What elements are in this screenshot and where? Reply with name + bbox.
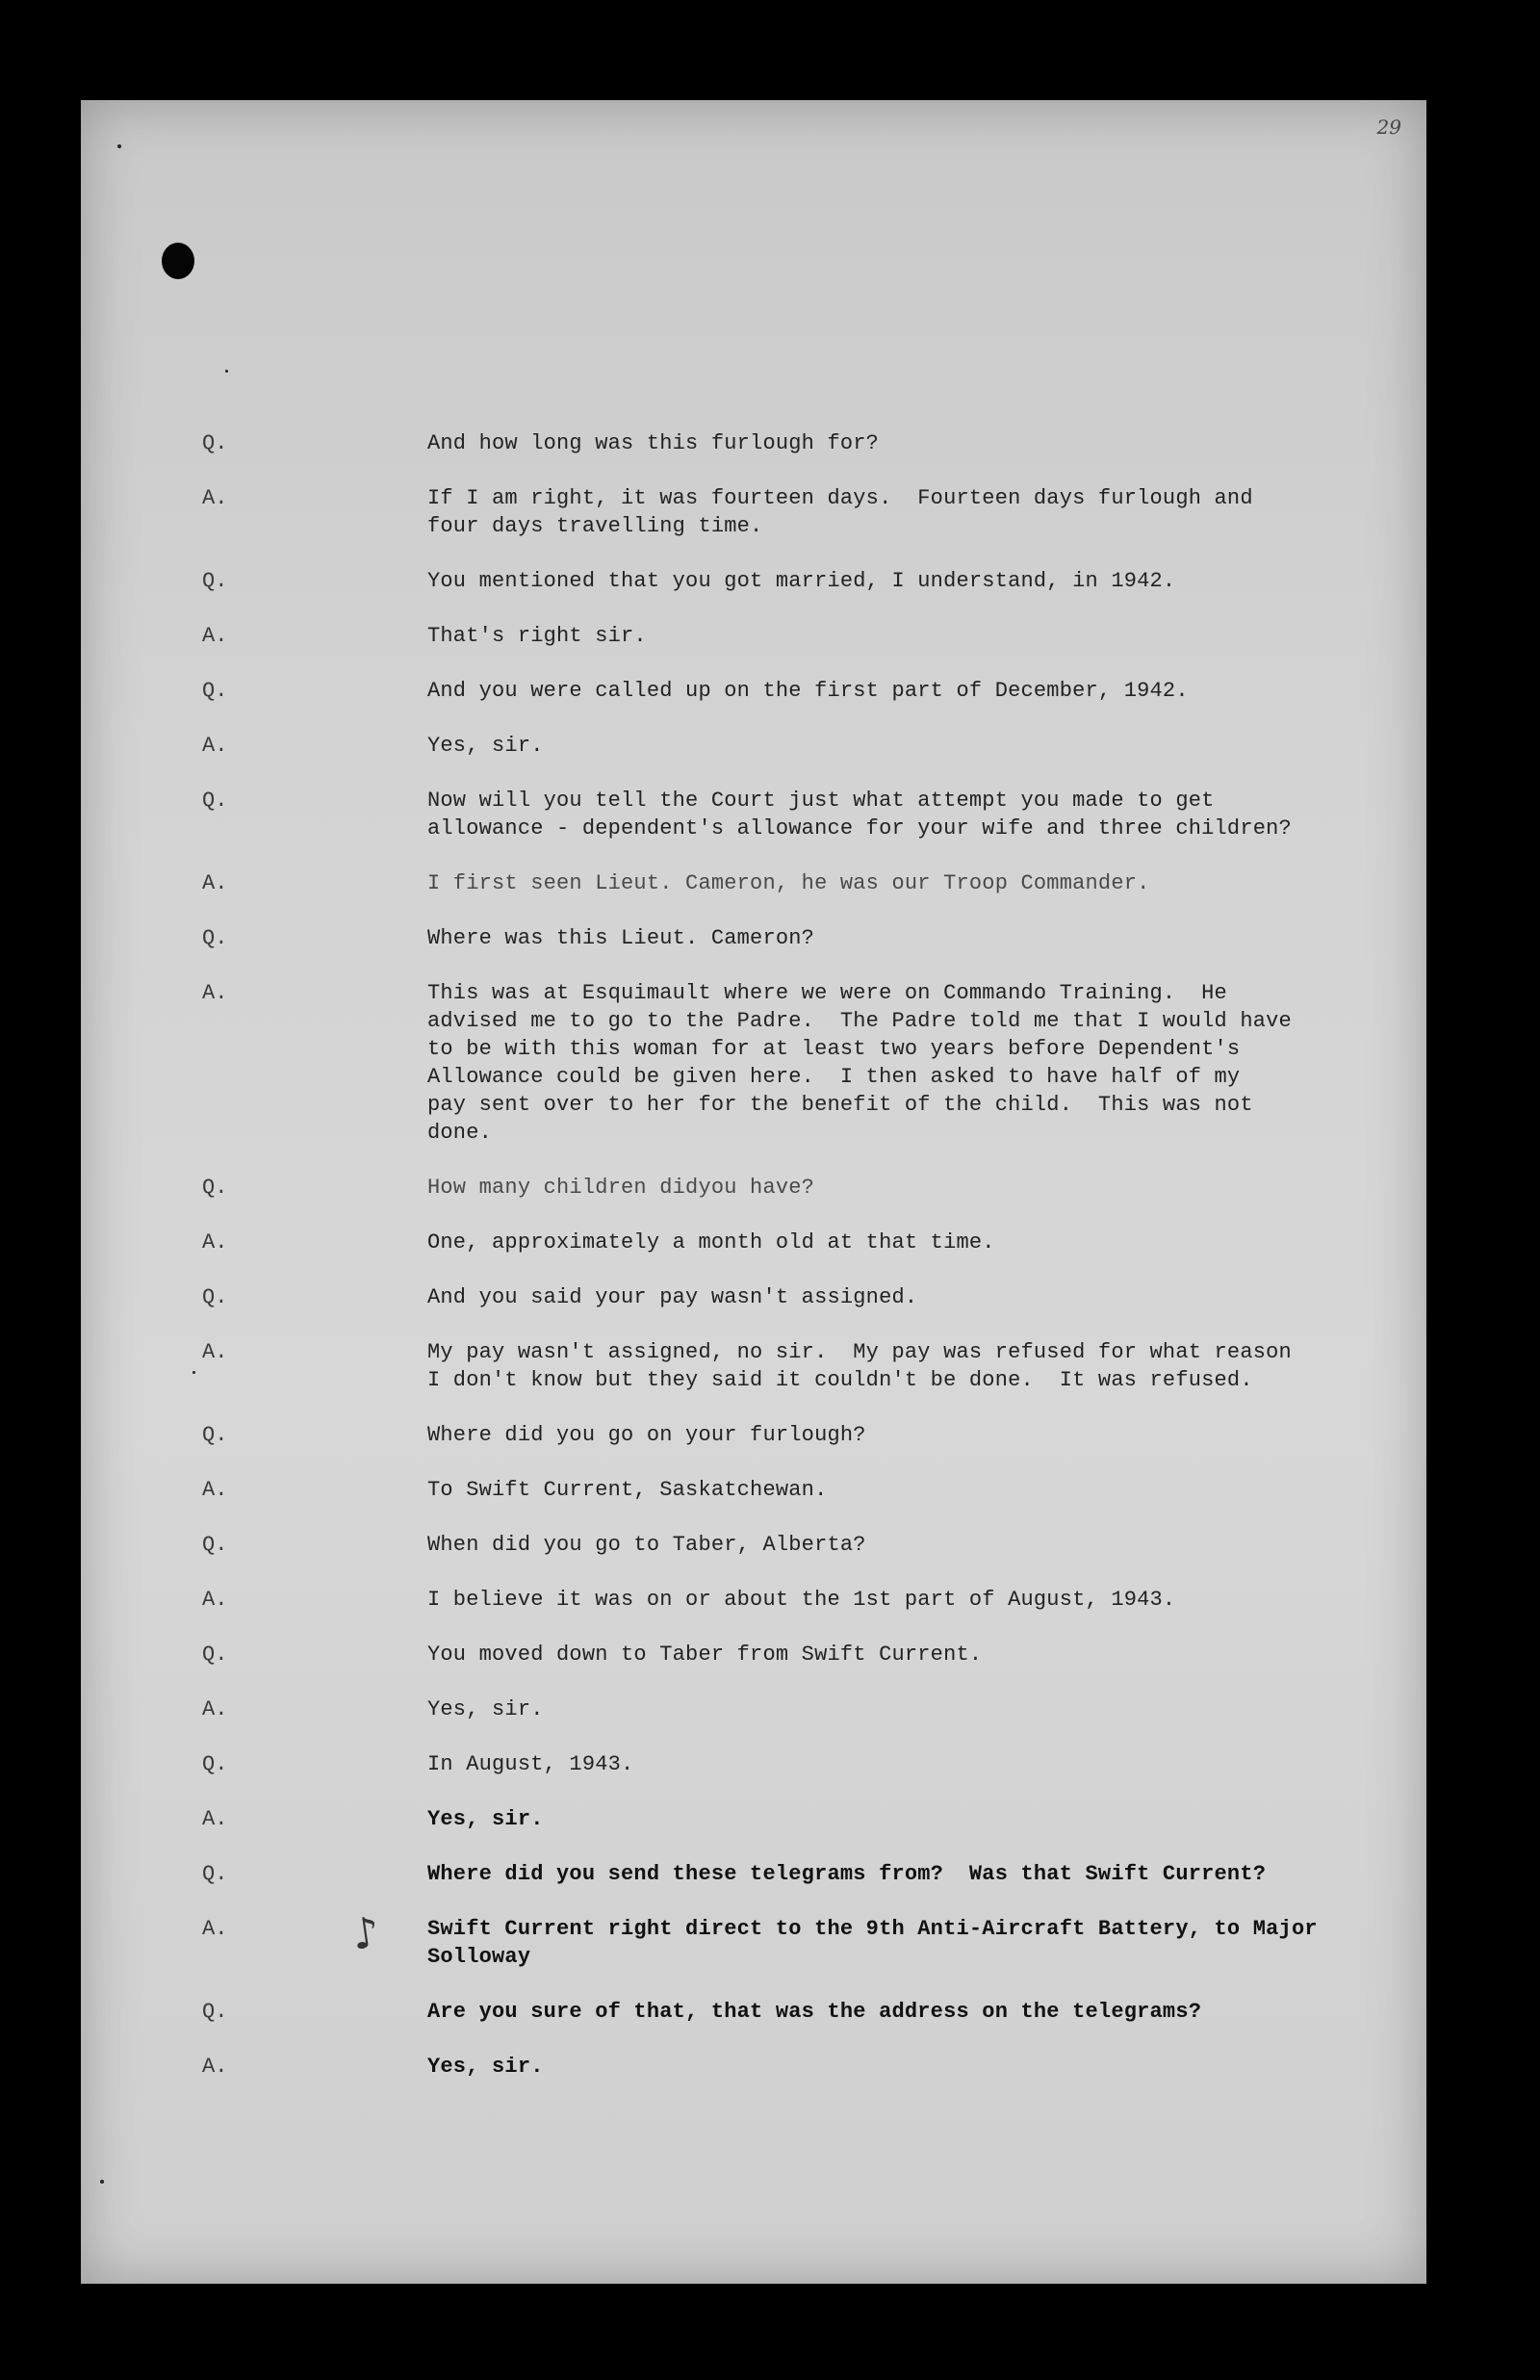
answer-label: A. <box>202 871 228 895</box>
transcript-row <box>81 1805 1426 1833</box>
page-number: 29 <box>1376 116 1401 139</box>
transcript-row <box>81 484 1426 540</box>
answer-label: A. <box>202 734 228 758</box>
answer-text: I believe it was on or about the 1st part of August, 1943. <box>427 1588 1176 1612</box>
transcript-row <box>81 1907 1426 1971</box>
answer-label: A. <box>202 1230 228 1255</box>
transcript-row <box>81 1641 1426 1669</box>
answer-text: If I am right, it was fourteen days. Fourteen days furlough and four days travelling time. <box>427 486 1253 538</box>
question-label: Q. <box>202 2000 228 2024</box>
question-text: Now will you tell the Court just what attempt you made to get allowance - dependent's allowance for your wife and three children? <box>427 789 1292 841</box>
answer-text: To Swift Current, Saskatchewan. <box>427 1478 828 1502</box>
answer-label: A. <box>202 624 228 648</box>
handwritten-check-mark: ♪ <box>348 1907 383 1960</box>
answer-label: A. <box>202 1917 228 1941</box>
question-label: Q. <box>202 789 228 813</box>
question-text: In August, 1943. <box>427 1752 634 1776</box>
question-label: Q. <box>202 1176 228 1200</box>
question-text: And you were called up on the first part of December, 1942. <box>427 679 1189 703</box>
transcript <box>81 429 1426 2108</box>
transcript-row <box>81 869 1426 897</box>
answer-text: Yes, sir. <box>427 1697 544 1721</box>
question-label: Q. <box>202 1643 228 1667</box>
transcript-row <box>81 2053 1426 2081</box>
document-page <box>81 100 1426 2284</box>
answer-text: This was at Esquimault where we were on Commando Training. He advised me to go to the Padre. The Padre told me that I would have to be with this woman for at least two years before Dependent's Allowance could be given here. I then asked to have half of my pay sent over to her for the benefit of the child. This was not done. <box>427 981 1292 1145</box>
transcript-row <box>81 1174 1426 1202</box>
transcript-row <box>81 1421 1426 1449</box>
answer-text: My pay wasn't assigned, no sir. My pay was refused for what reason I don't know but they said it couldn't be done. It was refused. <box>427 1340 1292 1392</box>
question-text: Where was this Lieut. Cameron? <box>427 926 815 950</box>
question-label: Q. <box>202 1862 228 1886</box>
transcript-row <box>81 1338 1426 1394</box>
speck <box>100 2180 104 2184</box>
transcript-row <box>81 622 1426 650</box>
speck <box>117 144 121 148</box>
answer-label: A. <box>202 486 228 510</box>
transcript-row <box>81 567 1426 595</box>
transcript-row <box>81 1750 1426 1778</box>
question-label: Q. <box>202 569 228 593</box>
question-text: You moved down to Taber from Swift Current. <box>427 1643 983 1667</box>
answer-label: A. <box>202 981 228 1005</box>
transcript-row <box>81 732 1426 760</box>
transcript-row <box>81 1283 1426 1311</box>
answer-label: A. <box>202 1588 228 1612</box>
answer-text: That's right sir. <box>427 624 647 648</box>
question-label: Q. <box>202 1533 228 1557</box>
transcript-row <box>81 1476 1426 1504</box>
transcript-row <box>81 1998 1426 2026</box>
question-label: Q. <box>202 679 228 703</box>
question-text: Where did you go on your furlough? <box>427 1423 866 1447</box>
question-text: When did you go to Taber, Alberta? <box>427 1533 866 1557</box>
transcript-row <box>81 979 1426 1147</box>
speck <box>192 1371 195 1374</box>
question-text: And you said your pay wasn't assigned. <box>427 1285 918 1309</box>
answer-text: Swift Current right direct to the 9th Anti-Aircraft Battery, to Major Solloway <box>427 1917 1318 1969</box>
answer-text: Yes, sir. <box>427 1807 544 1831</box>
answer-label: A. <box>202 1340 228 1364</box>
answer-label: A. <box>202 1697 228 1721</box>
answer-label: A. <box>202 2055 228 2079</box>
transcript-row <box>81 1229 1426 1256</box>
question-label: Q. <box>202 1285 228 1309</box>
transcript-row <box>81 429 1426 457</box>
question-text: You mentioned that you got married, I understand, in 1942. <box>427 569 1176 593</box>
question-label: Q. <box>202 1423 228 1447</box>
transcript-row <box>81 677 1426 705</box>
question-label: Q. <box>202 1752 228 1776</box>
question-text: How many children didyou have? <box>427 1176 815 1200</box>
question-text: And how long was this furlough for? <box>427 431 880 455</box>
answer-label: A. <box>202 1807 228 1831</box>
speck <box>225 370 228 373</box>
transcript-row <box>81 1695 1426 1723</box>
answer-text: Yes, sir. <box>427 2055 544 2079</box>
transcript-row <box>81 1860 1426 1888</box>
punch-hole <box>162 243 194 279</box>
transcript-row <box>81 924 1426 952</box>
answer-text: One, approximately a month old at that time. <box>427 1230 995 1255</box>
answer-text: Yes, sir. <box>427 734 544 758</box>
transcript-row <box>81 787 1426 842</box>
answer-text: I first seen Lieut. Cameron, he was our Troop Commander. <box>427 871 1150 895</box>
transcript-row <box>81 1586 1426 1614</box>
transcript-row <box>81 1531 1426 1559</box>
question-text: Where did you send these telegrams from? Was that Swift Current? <box>427 1862 1267 1886</box>
question-label: Q. <box>202 431 228 455</box>
answer-label: A. <box>202 1478 228 1502</box>
question-text: Are you sure of that, that was the address on the telegrams? <box>427 2000 1202 2024</box>
question-label: Q. <box>202 926 228 950</box>
